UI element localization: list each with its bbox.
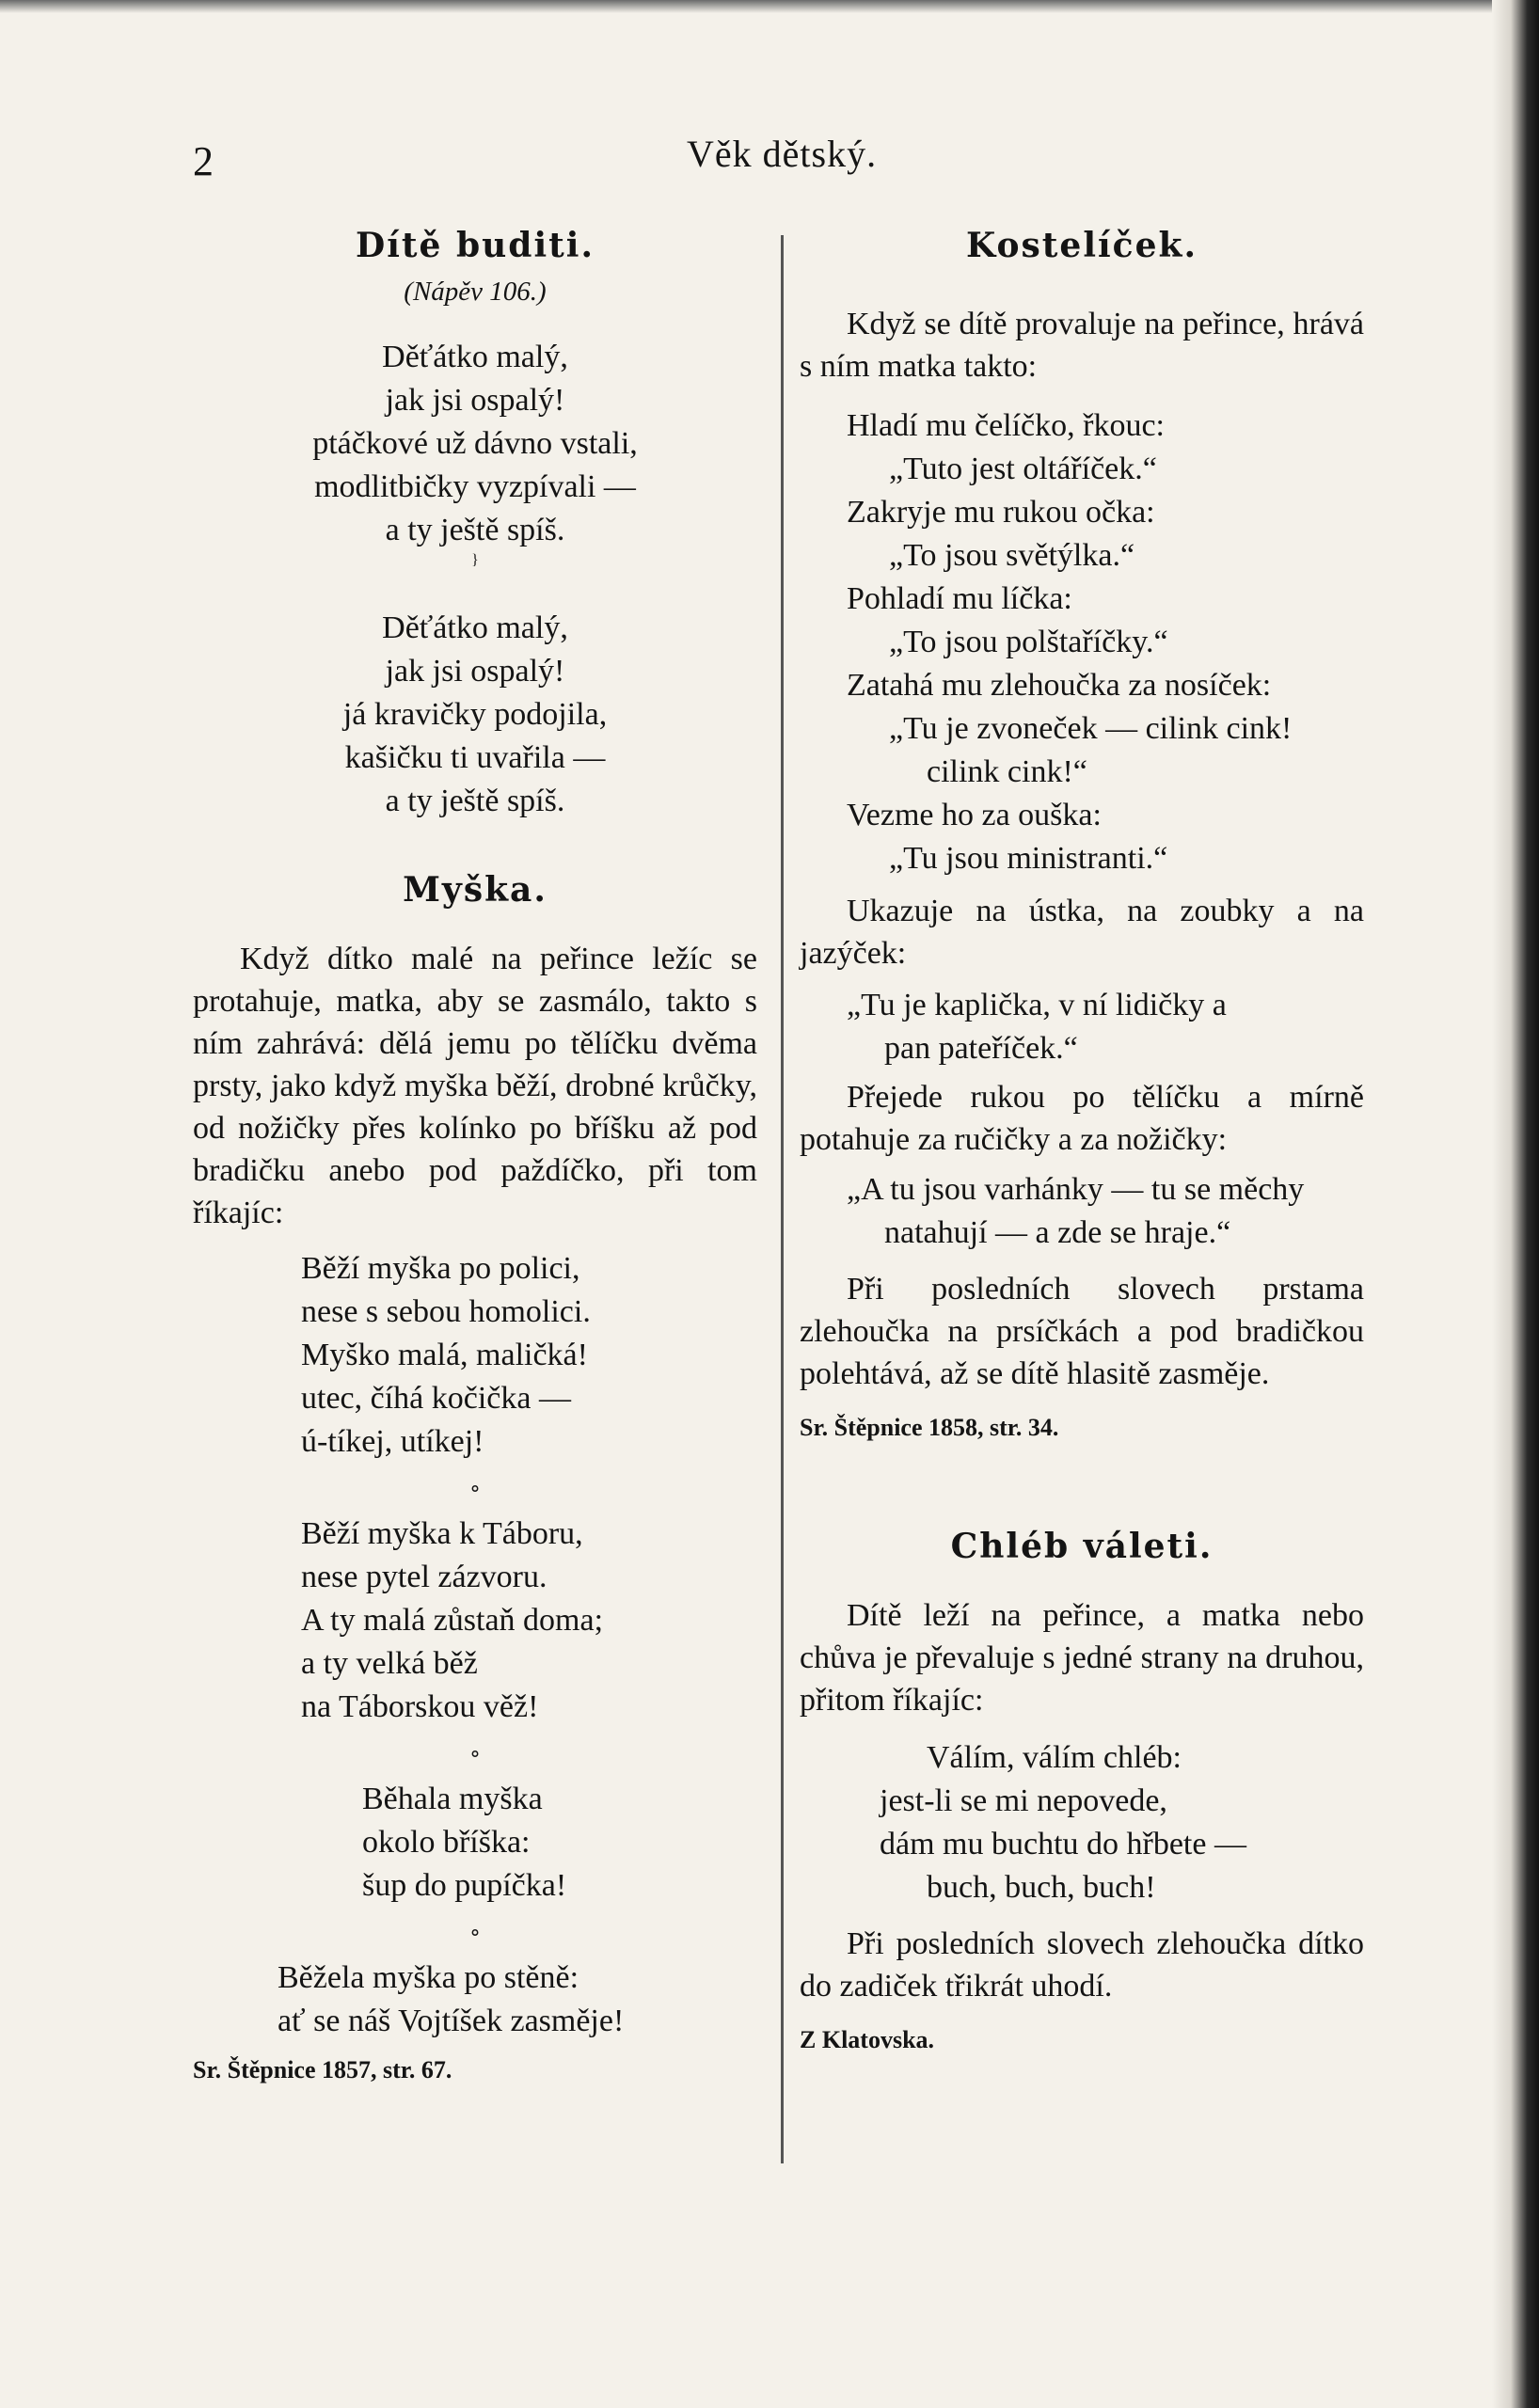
verse-line: nese s sebou homolici. — [301, 1294, 591, 1329]
verse-line: jak jsi ospalý! — [385, 654, 565, 689]
verse-line: šup do pupíčka! — [362, 1868, 567, 1903]
kostelicek-para-2: Ukazuje na ústka, na zoubky a na jazýček: — [800, 894, 1364, 971]
verse-line: Zakryje mu rukou očka: — [847, 495, 1155, 530]
verse-line: kašičku ti uvařila — — [344, 740, 606, 775]
kostelicek-quote-2 — [800, 984, 1364, 1070]
myska-verse-3 — [362, 1778, 757, 1908]
left-column — [193, 226, 757, 2084]
verse-line: já kravičky podojila, — [342, 697, 608, 732]
myska-verse-1 — [301, 1247, 757, 1464]
verse-line: „Tu je kaplička, v ní lidičky a — [847, 988, 1227, 1022]
verse-line: „Tuto jest oltáříček.“ — [889, 452, 1157, 486]
verse-line: Pohladí mu líčka: — [847, 581, 1072, 616]
verse-line: jak jsi ospalý! — [385, 383, 565, 418]
kostelicek-para-4: Při posledních slovech prstama zlehoučka na prsíčkách a pod bradičkou polehtává, až se dítě hlasitě zasměje. — [800, 1272, 1364, 1391]
verse-line: ať se náš Vojtíšek zasměje! — [278, 2004, 625, 2038]
verse-line: utec, číhá kočička — — [301, 1381, 571, 1416]
kostelicek-para-3: Přejede rukou po tělíčku a mírně potahuje za ručičky a za nožičky: — [800, 1080, 1364, 1157]
chleb-verse — [800, 1736, 1364, 1909]
verse-line: ú-tíkej, utíkej! — [301, 1424, 484, 1459]
verse-line: Myško malá, maličká! — [301, 1338, 588, 1372]
verse-line: „A tu jsou varhánky — tu se měchy — [847, 1172, 1305, 1207]
verse-line: Válím, válím chléb: — [927, 1740, 1182, 1775]
myska-verse-2 — [301, 1513, 757, 1729]
verse-line: a ty ještě spíš. — [385, 513, 565, 547]
verse-line: dám mu buchtu do hřbete — — [880, 1827, 1246, 1861]
page-header — [0, 132, 1539, 188]
source-citation: Sr. Štěpnice 1858, str. 34. — [800, 1414, 1059, 1441]
running-title: Věk dětský. — [687, 133, 878, 175]
verse-line: Hladí mu čelíčko, řkouc: — [847, 408, 1166, 443]
column-divider — [781, 235, 784, 2163]
kostelicek-intro: Když se dítě provaluje na peřince, hrává s ním matka takto: — [800, 307, 1364, 384]
right-column — [800, 226, 1364, 2054]
verse-line: Běží myška po polici, — [301, 1251, 580, 1286]
stanza-separator: ⚬ — [467, 1480, 484, 1500]
verse-line: cilink cink!“ — [927, 754, 1087, 789]
verse-line: Běží myška k Táboru, — [301, 1516, 583, 1551]
verse-line: „Tu je zvoneček — cilink cink! — [889, 711, 1293, 746]
scan-right-edge — [1492, 0, 1539, 2408]
verse-line: „To jsou světýlka.“ — [889, 538, 1135, 573]
verse-line: natahují — a zde se hraje.“ — [884, 1215, 1231, 1250]
verse-line: Běžela myška po stěně: — [278, 1960, 579, 1995]
verse-line: Zatahá mu zlehoučka za nosíček: — [847, 668, 1272, 703]
verse-line: na Táborskou věž! — [301, 1689, 539, 1724]
kostelicek-quote-3 — [800, 1168, 1364, 1255]
verse-line: A ty malá zůstaň doma; — [301, 1603, 604, 1638]
kostelicek-lines — [800, 404, 1364, 880]
stanza-2 — [193, 607, 757, 823]
tune-reference: (Nápěv 106.) — [404, 277, 547, 307]
section-title-dite-buditi: Dítě buditi. — [356, 226, 595, 265]
verse-line: modlitbičky vyzpívali — — [314, 469, 636, 504]
verse-line: ptáčkové už dávno vstali, — [312, 426, 638, 461]
source-citation: Sr. Štěpnice 1857, str. 67. — [193, 2056, 452, 2083]
verse-line: Děťátko malý, — [382, 340, 568, 374]
verse-line: „Tu jsou ministranti.“ — [889, 841, 1168, 876]
scan-top-edge — [0, 0, 1539, 13]
myska-intro: Když dítko malé na peřince ležíc se protahuje, matka, aby se zasmálo, takto s ním zahrává: dělá jemu po tělíčku dvěma prsty, jako když myška běží, drobné krůčky, od nožičky přes kolínko po bříšku až pod bradičku anebo pod paždíčko, při tom říkajíc: — [193, 942, 757, 1230]
verse-line: Vezme ho za ouška: — [847, 798, 1102, 832]
verse-line: okolo bříška: — [362, 1825, 531, 1860]
myska-verse-4 — [278, 1956, 757, 2043]
source-citation: Z Klatovska. — [800, 2026, 935, 2053]
verse-line: „To jsou polštaříčky.“ — [889, 625, 1168, 659]
verse-line: a ty velká běž — [301, 1646, 478, 1681]
section-title-chleb-valeti: Chléb váleti. — [950, 1527, 1214, 1566]
section-title-myska: Myška. — [403, 870, 547, 910]
stanza-1: Děťátko malý, jak jsi ospalý! ptáčkové už dávno vstali, modlitbičky vyzpívali — a ty ještě spíš. } — [193, 336, 757, 569]
verse-line: Běhala myška — [362, 1782, 543, 1816]
verse-line: jest-li se mi nepovede, — [880, 1783, 1167, 1818]
verse-line: pan pateříček.“ — [884, 1031, 1078, 1066]
stanza-separator: ⚬ — [467, 1924, 484, 1944]
stanza-separator: ⚬ — [467, 1745, 484, 1766]
section-title-kostelicek: Kostelíček. — [966, 226, 1198, 265]
verse-line: buch, buch, buch! — [927, 1870, 1156, 1905]
verse-line: nese pytel zázvoru. — [301, 1560, 547, 1594]
chleb-para-2: Při posledních slovech zlehoučka dítko do zadiček třikrát uhodí. — [800, 1926, 1364, 2004]
verse-line: Děťátko malý, — [382, 610, 568, 645]
verse-line: a ty ještě spíš. — [385, 784, 565, 818]
chleb-intro: Dítě leží na peřince, a matka nebo chůva je převaluje s jedné strany na druhou, přitom říkajíc: — [800, 1598, 1364, 1718]
page-number: 2 — [193, 138, 214, 184]
